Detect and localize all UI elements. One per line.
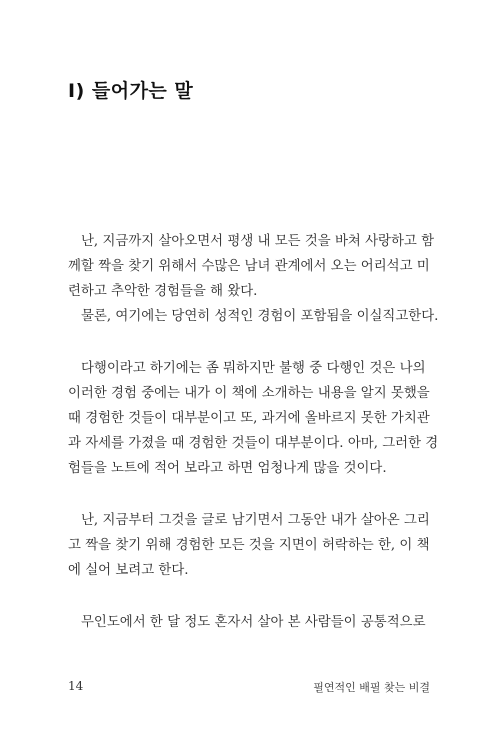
text-line: 에 실어 보려고 한다. [68, 563, 189, 578]
section-heading: I) 들어가는 말 [68, 80, 194, 102]
text-line: 난, 지금까지 살아오면서 평생 내 모든 것을 바쳐 사랑하고 함 [81, 234, 435, 249]
text-line: 고 짝을 찾기 위해 경험한 모든 것을 지면이 허락하는 한, 이 책 [68, 538, 430, 553]
text-line: 과 자세를 가졌을 때 경험한 것들이 대부분이다. 아마, 그러한 경 [68, 436, 439, 451]
paragraph-2 [68, 356, 439, 481]
text-line: 물론, 여기에는 당연히 성적인 경험이 포함됨을 이실직고한다. [81, 309, 439, 324]
text-line: 때 경험한 것들이 대부분이고 또, 과거에 올바르지 못한 가치관 [68, 411, 430, 426]
page-number: 14 [68, 679, 84, 693]
text-line: 험들을 노트에 적어 보라고 하면 엄청나게 많을 것이다. [68, 461, 387, 476]
text-line: 련하고 추악한 경험들을 해 왔다. [68, 284, 258, 299]
paragraph-3 [68, 508, 430, 583]
running-footer-title: 필연적인 배필 찾는 비결 [313, 681, 430, 694]
body-text [68, 229, 439, 662]
text-line: 이러한 경험 중에는 내가 이 책에 소개하는 내용을 알지 못했을 [68, 386, 430, 401]
text-line: 무인도에서 한 달 정도 혼자서 살아 본 사람들이 공통적으로 [81, 615, 426, 630]
paragraph-4 [68, 610, 425, 635]
text-line: 다행이라고 하기에는 좀 뭐하지만 불행 중 다행인 것은 나의 [81, 361, 426, 376]
text-line: 께할 짝을 찾기 위해서 수많은 남녀 관계에서 오는 어리석고 미 [68, 259, 430, 274]
paragraph-1 [68, 229, 439, 329]
text-line: 난, 지금부터 그것을 글로 남기면서 그동안 내가 살아온 그리 [81, 513, 430, 528]
